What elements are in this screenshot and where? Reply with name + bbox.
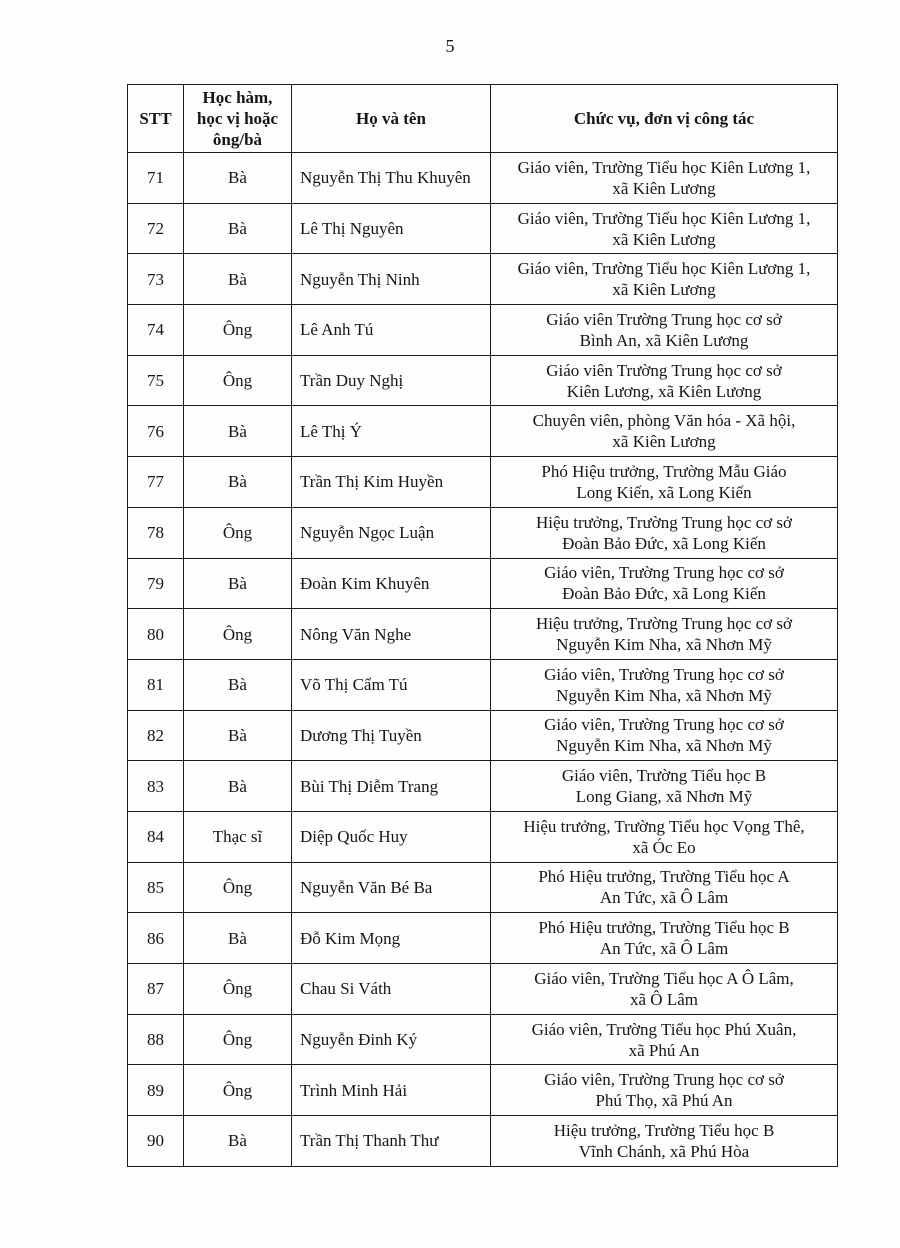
position-line-2: Long Kiến, xã Long Kiến [576,482,752,502]
position-cell [491,964,838,1015]
position-line-2: Kiên Lương, xã Kiên Lương [566,381,762,401]
table-row [128,1116,838,1167]
table-row [128,710,838,761]
table-row [128,457,838,508]
position-cell [491,761,838,812]
honorific-cell: Ông [184,305,292,356]
position-line-2: Đoàn Bảo Đức, xã Long Kiến [562,584,766,604]
honorific-cell: Bà [184,254,292,305]
table-row [128,153,838,204]
name-cell: Võ Thị Cẩm Tú [292,659,491,710]
position-line-1: Chuyên viên, phòng Văn hóa - Xã hội, [532,411,796,431]
table-body [128,153,838,1167]
honorific-cell: Bà [184,659,292,710]
honorific-cell: Bà [184,153,292,204]
name-cell: Trình Minh Hải [292,1065,491,1116]
position-line-1: Giáo viên, Trường Tiểu học Kiên Lương 1, [517,208,811,228]
position-line-2: Long Giang, xã Nhơn Mỹ [575,787,753,807]
position-line-1: Giáo viên, Trường Tiểu học Kiên Lương 1, [517,259,811,279]
position-cell [491,710,838,761]
position-cell [491,507,838,558]
position-cell [491,913,838,964]
row-number-cell: 83 [128,761,184,812]
row-number-cell: 74 [128,305,184,356]
row-number-cell: 85 [128,862,184,913]
position-cell [491,1065,838,1116]
table-row [128,203,838,254]
honorific-cell: Bà [184,203,292,254]
position-cell [491,811,838,862]
position-cell [491,1014,838,1065]
row-number-cell: 80 [128,609,184,660]
table-row [128,305,838,356]
position-line-2: Đoàn Bảo Đức, xã Long Kiến [562,533,766,553]
table-row [128,964,838,1015]
column-header-honorific [184,85,292,153]
position-line-1: Giáo viên Trường Trung học cơ sở [546,309,782,329]
name-cell: Trần Duy Nghị [292,355,491,406]
row-number-cell: 82 [128,710,184,761]
row-number-cell: 77 [128,457,184,508]
position-line-1: Giáo viên Trường Trung học cơ sở [546,360,782,380]
honorific-cell: Ông [184,507,292,558]
position-cell [491,457,838,508]
table-row [128,254,838,305]
position-cell [491,406,838,457]
row-number-cell: 75 [128,355,184,406]
name-cell: Lê Thị Nguyên [292,203,491,254]
table-row [128,406,838,457]
position-line-1: Giáo viên, Trường Tiểu học Phú Xuân, [531,1019,797,1039]
name-cell: Chau Si Váth [292,964,491,1015]
honorific-cell: Bà [184,913,292,964]
honorific-cell: Ông [184,964,292,1015]
position-line-1: Phó Hiệu trưởng, Trường Tiểu học A [538,867,790,887]
name-cell: Nông Văn Nghe [292,609,491,660]
honorific-cell: Thạc sĩ [184,811,292,862]
row-number-cell: 89 [128,1065,184,1116]
position-cell [491,355,838,406]
position-line-1: Giáo viên, Trường Trung học cơ sở [544,563,784,583]
row-number-cell: 90 [128,1116,184,1167]
honorific-cell: Bà [184,406,292,457]
position-line-2: An Tức, xã Ô Lâm [599,888,729,908]
name-cell: Nguyễn Thị Thu Khuyên [292,153,491,204]
position-line-2: Nguyễn Kim Nha, xã Nhơn Mỹ [556,635,772,655]
honorific-header-line-3: ông/bà [212,130,263,149]
name-cell: Trần Thị Thanh Thư [292,1116,491,1167]
position-line-1: Phó Hiệu trưởng, Trường Mẫu Giáo [541,461,787,481]
position-line-1: Phó Hiệu trưởng, Trường Tiểu học B [538,918,790,938]
honorific-header-line-1: Học hàm, [202,88,273,107]
name-cell: Trần Thị Kim Huyền [292,457,491,508]
row-number-cell: 87 [128,964,184,1015]
position-line-1: Giáo viên, Trường Tiểu học Kiên Lương 1, [517,157,811,177]
position-cell [491,609,838,660]
row-number-cell: 84 [128,811,184,862]
name-cell: Dương Thị Tuyền [292,710,491,761]
name-cell: Đỗ Kim Mọng [292,913,491,964]
row-number-cell: 88 [128,1014,184,1065]
table-row [128,1014,838,1065]
position-line-2: An Tức, xã Ô Lâm [599,939,729,959]
name-cell: Nguyễn Ngọc Luận [292,507,491,558]
row-number-cell: 71 [128,153,184,204]
position-line-1: Giáo viên, Trường Trung học cơ sở [544,715,784,735]
position-cell [491,203,838,254]
row-number-cell: 86 [128,913,184,964]
honorific-cell: Bà [184,457,292,508]
name-cell: Lê Thị Ý [292,406,491,457]
position-cell [491,558,838,609]
position-cell [491,153,838,204]
table-header-row [128,85,838,153]
table-row [128,811,838,862]
position-cell [491,659,838,710]
name-cell: Bùi Thị Diễm Trang [292,761,491,812]
position-line-2: Nguyễn Kim Nha, xã Nhơn Mỹ [556,685,772,705]
honorific-cell: Ông [184,862,292,913]
table-row [128,609,838,660]
position-cell [491,254,838,305]
position-line-2: xã Kiên Lương [612,432,716,452]
position-line-2: xã Phú An [628,1040,700,1060]
honorific-cell: Ông [184,609,292,660]
position-line-2: xã Óc Eo [632,837,696,857]
position-line-1: Hiệu trưởng, Trường Tiểu học B [553,1120,775,1140]
position-line-2: Vĩnh Chánh, xã Phú Hòa [578,1141,750,1161]
name-cell: Nguyễn Thị Ninh [292,254,491,305]
name-cell: Nguyễn Văn Bé Ba [292,862,491,913]
position-cell [491,1116,838,1167]
position-line-1: Giáo viên, Trường Trung học cơ sở [544,1070,784,1090]
position-line-1: Hiệu trưởng, Trường Tiểu học Vọng Thê, [523,816,805,836]
row-number-cell: 76 [128,406,184,457]
position-line-1: Giáo viên, Trường Tiểu học B [561,766,767,786]
position-line-2: xã Kiên Lương [612,178,716,198]
column-header-name: Họ và tên [292,85,491,153]
name-cell: Nguyễn Đinh Ký [292,1014,491,1065]
position-line-1: Hiệu trưởng, Trường Trung học cơ sở [535,512,793,532]
position-cell [491,305,838,356]
row-number-cell: 72 [128,203,184,254]
position-line-1: Giáo viên, Trường Tiểu học A Ô Lâm, [534,968,794,988]
position-line-2: Nguyễn Kim Nha, xã Nhơn Mỹ [556,736,772,756]
position-line-1: Hiệu trưởng, Trường Trung học cơ sở [535,614,793,634]
honorific-cell: Bà [184,710,292,761]
name-cell: Lê Anh Tú [292,305,491,356]
honorific-cell: Ông [184,1065,292,1116]
row-number-cell: 81 [128,659,184,710]
position-line-2: Bình An, xã Kiên Lương [579,330,749,350]
name-cell: Diệp Quốc Huy [292,811,491,862]
position-line-2: Phú Thọ, xã Phú An [595,1091,733,1111]
table-row [128,913,838,964]
position-line-2: xã Kiên Lương [612,280,716,300]
honorific-cell: Ông [184,355,292,406]
table-row [128,659,838,710]
honorific-cell: Bà [184,558,292,609]
position-line-2: xã Kiên Lương [612,229,716,249]
honorific-header-line-2: học vị hoặc [196,109,279,128]
position-cell [491,862,838,913]
honorific-cell: Bà [184,1116,292,1167]
name-cell: Đoàn Kim Khuyên [292,558,491,609]
page-number: 5 [445,36,455,56]
table-row [128,1065,838,1116]
column-header-position: Chức vụ, đơn vị công tác [491,85,838,153]
position-line-1: Giáo viên, Trường Trung học cơ sở [544,664,784,684]
position-line-2: xã Ô Lâm [630,989,698,1009]
table-row [128,507,838,558]
roster-table [127,84,838,1167]
row-number-cell: 73 [128,254,184,305]
column-header-stt: STT [128,85,184,153]
table-row [128,862,838,913]
honorific-cell: Bà [184,761,292,812]
table-row [128,761,838,812]
row-number-cell: 79 [128,558,184,609]
table-row [128,355,838,406]
table-row [128,558,838,609]
honorific-cell: Ông [184,1014,292,1065]
row-number-cell: 78 [128,507,184,558]
